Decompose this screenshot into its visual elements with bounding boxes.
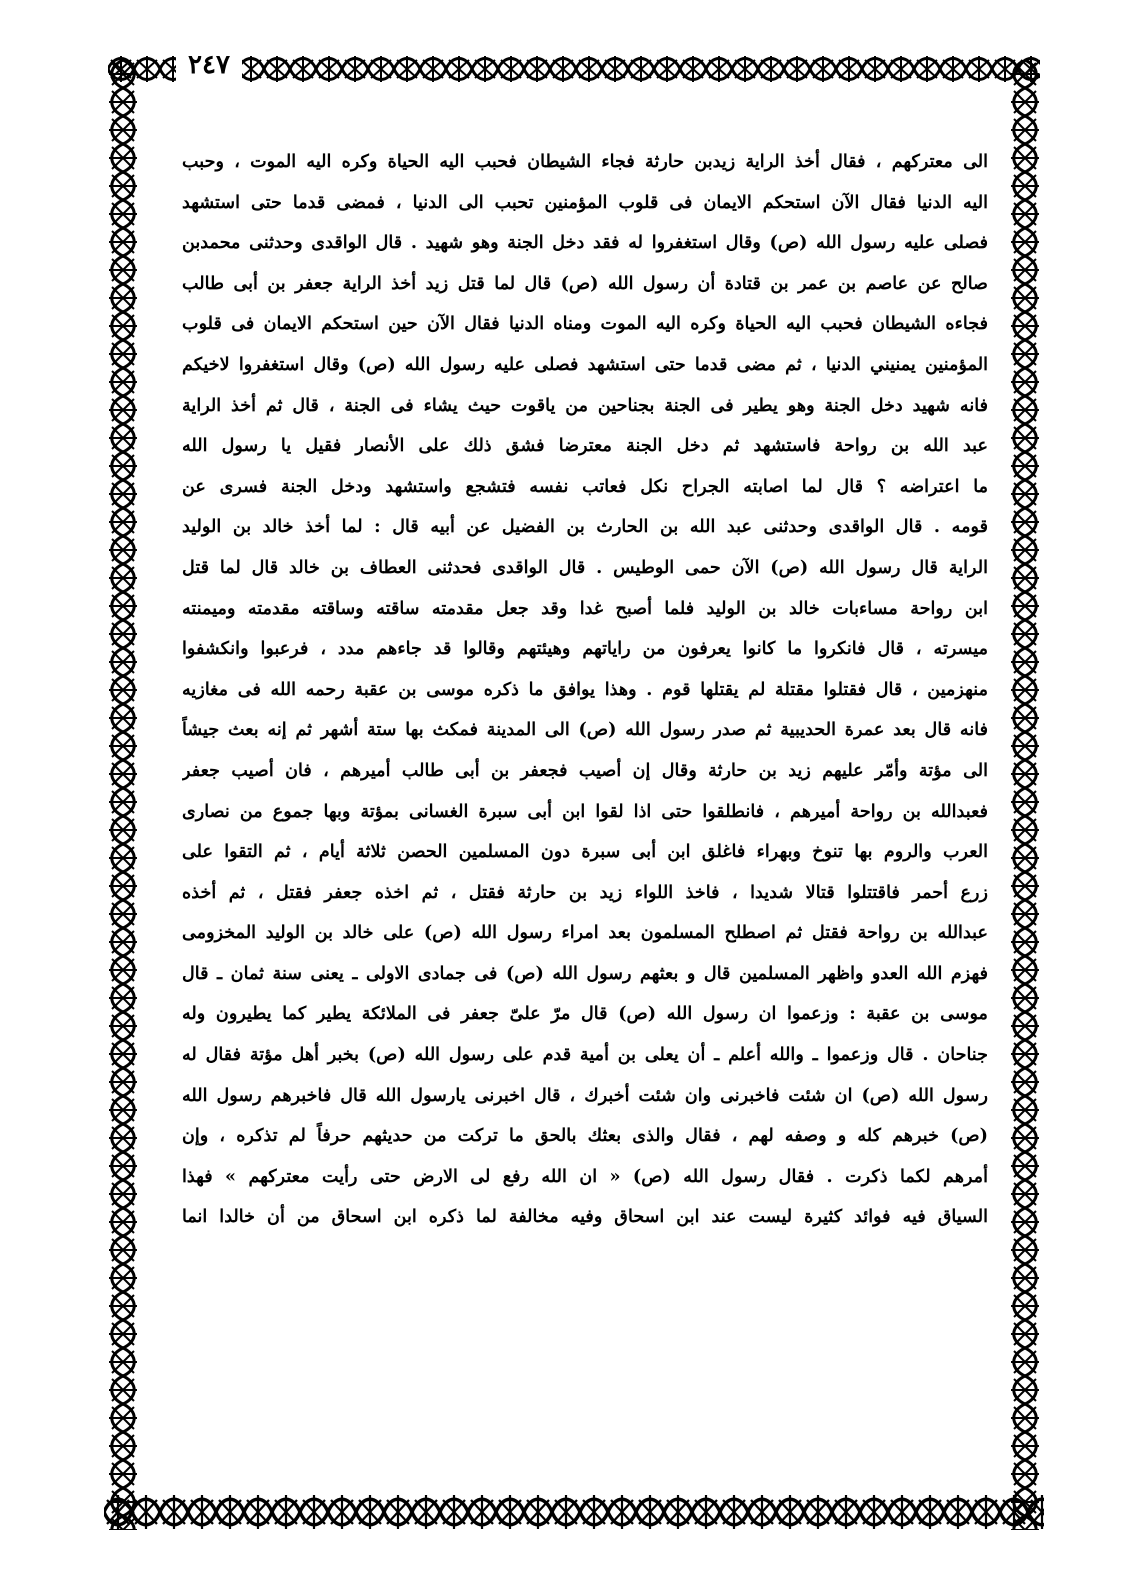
- text-line: رسول الله (ص) ان شئت فاخبرنى وان شئت أخبرك ، قال اخبرنى يارسول الله قال فاخبرهم رسول الله: [182, 1084, 988, 1106]
- text-line: ميسرته ، قال فانكروا ما كانوا يعرفون من راياتهم وهيئتهم وقالوا قد جاءهم مدد ، فرعبوا وانكشفوا: [182, 638, 988, 660]
- text-line: موسى بن عقبة : وزعموا ان رسول الله (ص) قال مرّ علىّ جعفر فى الملائكة يطير كما يطيرون وله: [182, 1003, 988, 1025]
- text-line: زرع أحمر فاقتتلوا قتالا شديدا ، فاخذ اللواء زيد بن حارثة فقتل ، ثم اخذه جعفر فقتل ، ثم أخذه: [182, 881, 988, 903]
- text-line: عبد الله بن رواحة فاستشهد ثم دخل الجنة معترضا فشق ذلك على الأنصار فقيل يا رسول الله: [182, 435, 988, 457]
- text-line: فعبدالله بن رواحة أميرهم ، فانطلقوا حتى اذا لقوا ابن أبى سبرة الغسانى بمؤتة وبها جموع من نصارى: [182, 800, 988, 822]
- ornamental-border-left: [104, 60, 142, 1530]
- page-number: ٢٤٧: [176, 48, 242, 82]
- text-line: أمرهم لكما ذكرت . فقال رسول الله (ص) « ان الله رفع لى الارض حتى رأيت معتركهم » فهذا: [182, 1165, 988, 1187]
- text-line: جناحان . قال وزعموا ـ والله أعلم ـ أن يعلى بن أمية قدم على رسول الله (ص) بخبر أهل مؤتة فقال له: [182, 1044, 988, 1066]
- text-block: [182, 142, 988, 1482]
- text-line: فانه شهيد دخل الجنة وهو يطير فى الجنة بجناحين من ياقوت حيث يشاء فى الجنة ، قال ثم أخذ الراية: [182, 394, 988, 416]
- text-line: الراية قال رسول الله (ص) الآن حمى الوطيس . قال الواقدى فحدثنى العطاف بن خالد قال لما قتل: [182, 556, 988, 578]
- text-line: فصلى عليه رسول الله (ص) وقال استغفروا له فقد دخل الجنة وهو شهيد . قال الواقدى وحدثنى محمدبن: [182, 232, 988, 254]
- text-line: صالح عن عاصم بن عمر بن قتادة أن رسول الله (ص) قال لما قتل زيد أخذ الراية جعفر بن أبى طالب: [182, 272, 988, 294]
- text-line: ما اعتراضه ؟ قال لما اصابته الجراح نكل فعاتب نفسه فتشجع واستشهد ودخل الجنة فسرى عن: [182, 475, 988, 497]
- text-line: قومه . قال الواقدى وحدثنى عبد الله بن الحارث بن الفضيل عن أبيه قال : لما أخذ خالد بن الوليد: [182, 516, 988, 538]
- text-line: اليه الدنيا فقال الآن استحكم الايمان فى قلوب المؤمنين تحبب الى الدنيا ، فمضى قدما حتى استشهد: [182, 191, 988, 213]
- text-line: السياق فيه فوائد كثيرة ليست عند ابن اسحاق وفيه مخالفة لما ذكره ابن اسحاق من أن خالدا انما: [182, 1206, 988, 1228]
- text-line: فانه قال بعد عمرة الحديبية ثم صدر رسول الله (ص) الى المدينة فمكث بها ستة أشهر ثم إنه بعث جيشاً: [182, 719, 988, 741]
- ornamental-border-bottom: [104, 1490, 1044, 1534]
- text-line: عبدالله بن رواحة فقتل ثم اصطلح المسلمون بعد امراء رسول الله (ص) على خالد بن الوليد المخزومى: [182, 922, 988, 944]
- text-line: الى معتركهم ، فقال أخذ الراية زيدبن حارثة فجاء الشيطان فحبب اليه الحياة وكره اليه الموت ، وحبب: [182, 151, 988, 172]
- text-line: العرب والروم بها تنوخ وبهراء فاغلق ابن أبى سبرة دون المسلمين الحصن ثلاثة أيام ، ثم التقوا على: [182, 841, 988, 863]
- text-line: ابن رواحة مساءبات خالد بن الوليد فلما أصبح غدا وقد جعل مقدمته ساقته وساقته مقدمته وميمنته: [182, 597, 988, 619]
- ornamental-border-top: [108, 52, 1040, 86]
- text-line: المؤمنين يمنيني الدنيا ، ثم مضى قدما حتى استشهد فصلى عليه رسول الله (ص) وقال استغفروا لاخيكم: [182, 353, 988, 375]
- text-line: منهزمين ، قال فقتلوا مقتلة لم يقتلها قوم . وهذا يوافق ما ذكره موسى بن عقبة رحمه الله فى مغازيه: [182, 678, 988, 700]
- text-line: الى مؤتة وأمّر عليهم زيد بن حارثة وقال إن أصيب فجعفر بن أبى طالب أميرهم ، فان أصيب جعفر: [182, 759, 988, 781]
- text-line: فهزم الله العدو واظهر المسلمين قال و بعثهم رسول الله (ص) فى جمادى الاولى ـ يعنى سنة ثمان ـ قال: [182, 962, 988, 984]
- text-line: (ص) خبرهم كله و وصفه لهم ، فقال والذى بعثك بالحق ما تركت من حديثهم حرفاً لم تذكره ، وإن: [182, 1125, 988, 1147]
- text-line: فجاءه الشيطان فحبب اليه الحياة وكره اليه الموت ومناه الدنيا فقال الآن حين استحكم الايمان فى قلوب: [182, 313, 988, 335]
- ornamental-border-right: [1006, 60, 1044, 1530]
